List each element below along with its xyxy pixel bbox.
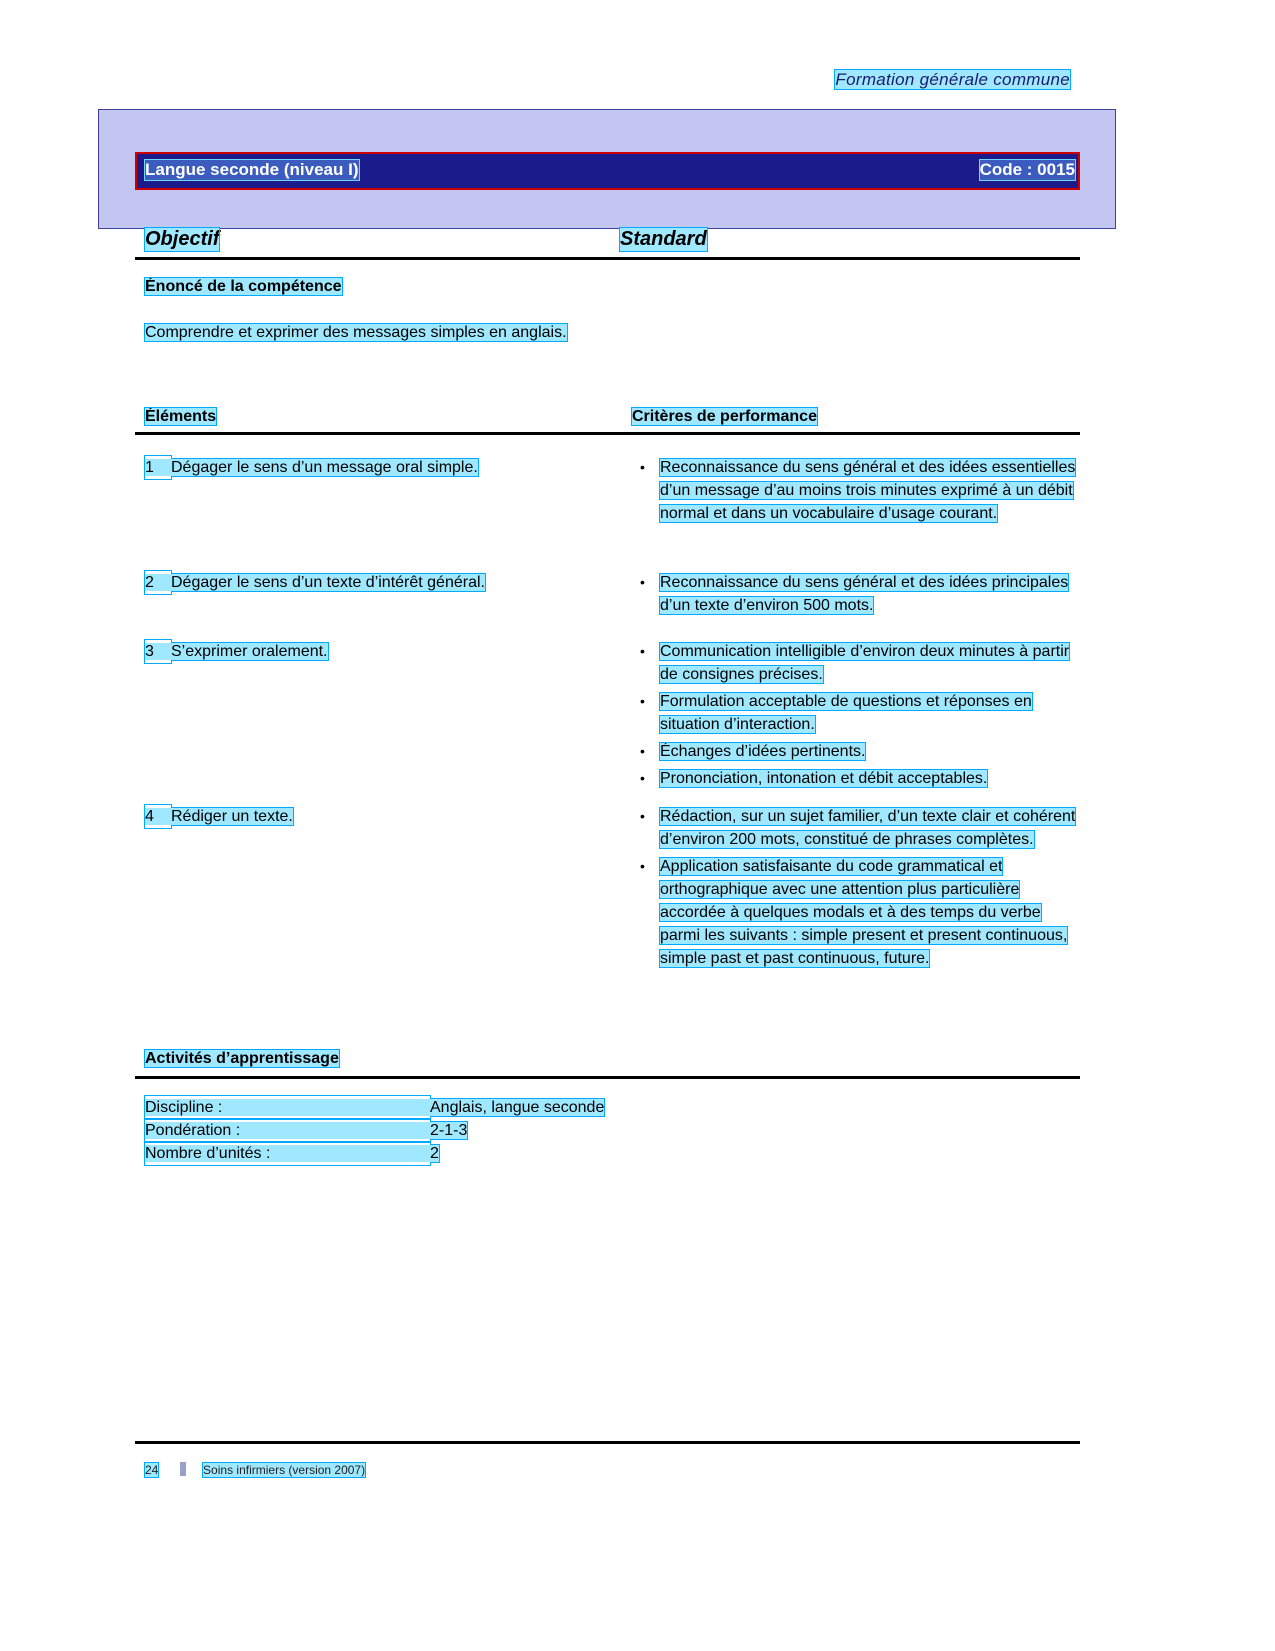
page-footer — [145, 1462, 365, 1477]
footer-rule — [135, 1441, 1080, 1444]
element-cell — [145, 805, 605, 828]
activity-row: Pondération : 2-1-3 — [145, 1122, 468, 1139]
course-title: Langue seconde (niveau I) — [145, 160, 359, 179]
list-item: • Prononciation, intonation et débit acceptables. — [632, 767, 1082, 790]
element-text: 4 Rédiger un texte. — [145, 808, 293, 825]
list-item: • Rédaction, sur un sujet familier, d’un texte clair et cohérent d’environ 200 mots, constitué de phrases complètes. — [632, 805, 1082, 851]
activities-rule — [135, 1076, 1080, 1079]
activity-row: Nombre d’unités : 2 — [145, 1145, 439, 1162]
objectif-standard-row — [135, 228, 1080, 260]
list-item: • Reconnaissance du sens général et des idées essentielles d’un message d’au moins trois minutes exprimé à un débit normal et dans un vocabulaire d’usage courant. — [632, 456, 1082, 525]
element-text: 3 S’exprimer oralement. — [145, 643, 328, 660]
activities-table — [145, 1096, 604, 1165]
list-item: • Communication intelligible d’environ deux minutes à partir de consignes précises. — [632, 640, 1082, 686]
element-text: 2 Dégager le sens d’un texte d’intérêt général. — [145, 574, 485, 591]
list-item: • Échanges d’idées pertinents. — [632, 740, 1082, 763]
table-header-rule — [135, 432, 1080, 435]
column-title-objectif: Objectif — [145, 228, 220, 250]
page-number: 24 — [145, 1463, 159, 1477]
competence-heading: Énoncé de la compétence — [145, 278, 342, 295]
activities-heading: Activités d’apprentissage — [145, 1050, 339, 1067]
criteria-cell — [632, 640, 1082, 794]
list-item: • Reconnaissance du sens général et des idées principales d’un texte d’environ 500 mots. — [632, 571, 1082, 617]
criteria-cell — [632, 456, 1082, 529]
element-cell — [145, 640, 605, 663]
course-code: Code : 0015 — [979, 160, 1075, 179]
footer-marker-icon — [180, 1462, 186, 1476]
list-item: • Application satisfaisante du code grammatical et orthographique avec une attention plus particulière accordée à quelques modals et à des temps du verbe parmi les suivants : simple present et present continuous, simple past et past continuous, future. — [632, 855, 1082, 970]
list-item: • Formulation acceptable de questions et réponses en situation d’interaction. — [632, 690, 1082, 736]
table-header-elements: Éléments — [145, 408, 217, 425]
title-bar-text — [145, 160, 1075, 180]
footer-document-title: Soins infirmiers (version 2007) — [203, 1463, 366, 1477]
header-label: Formation générale commune — [835, 70, 1070, 89]
table-header-criteres: Critères de performance — [632, 408, 817, 425]
element-cell — [145, 456, 605, 479]
criteria-cell — [632, 805, 1082, 974]
competence-text: Comprendre et exprimer des messages simples en anglais. — [145, 324, 567, 341]
element-cell — [145, 571, 605, 594]
element-text: 1 Dégager le sens d’un message oral simple. — [145, 459, 478, 476]
activity-row: Discipline : Anglais, langue seconde — [145, 1099, 605, 1116]
page-header-right — [835, 70, 1070, 90]
criteria-cell — [632, 571, 1082, 621]
column-title-standard: Standard — [620, 228, 707, 250]
